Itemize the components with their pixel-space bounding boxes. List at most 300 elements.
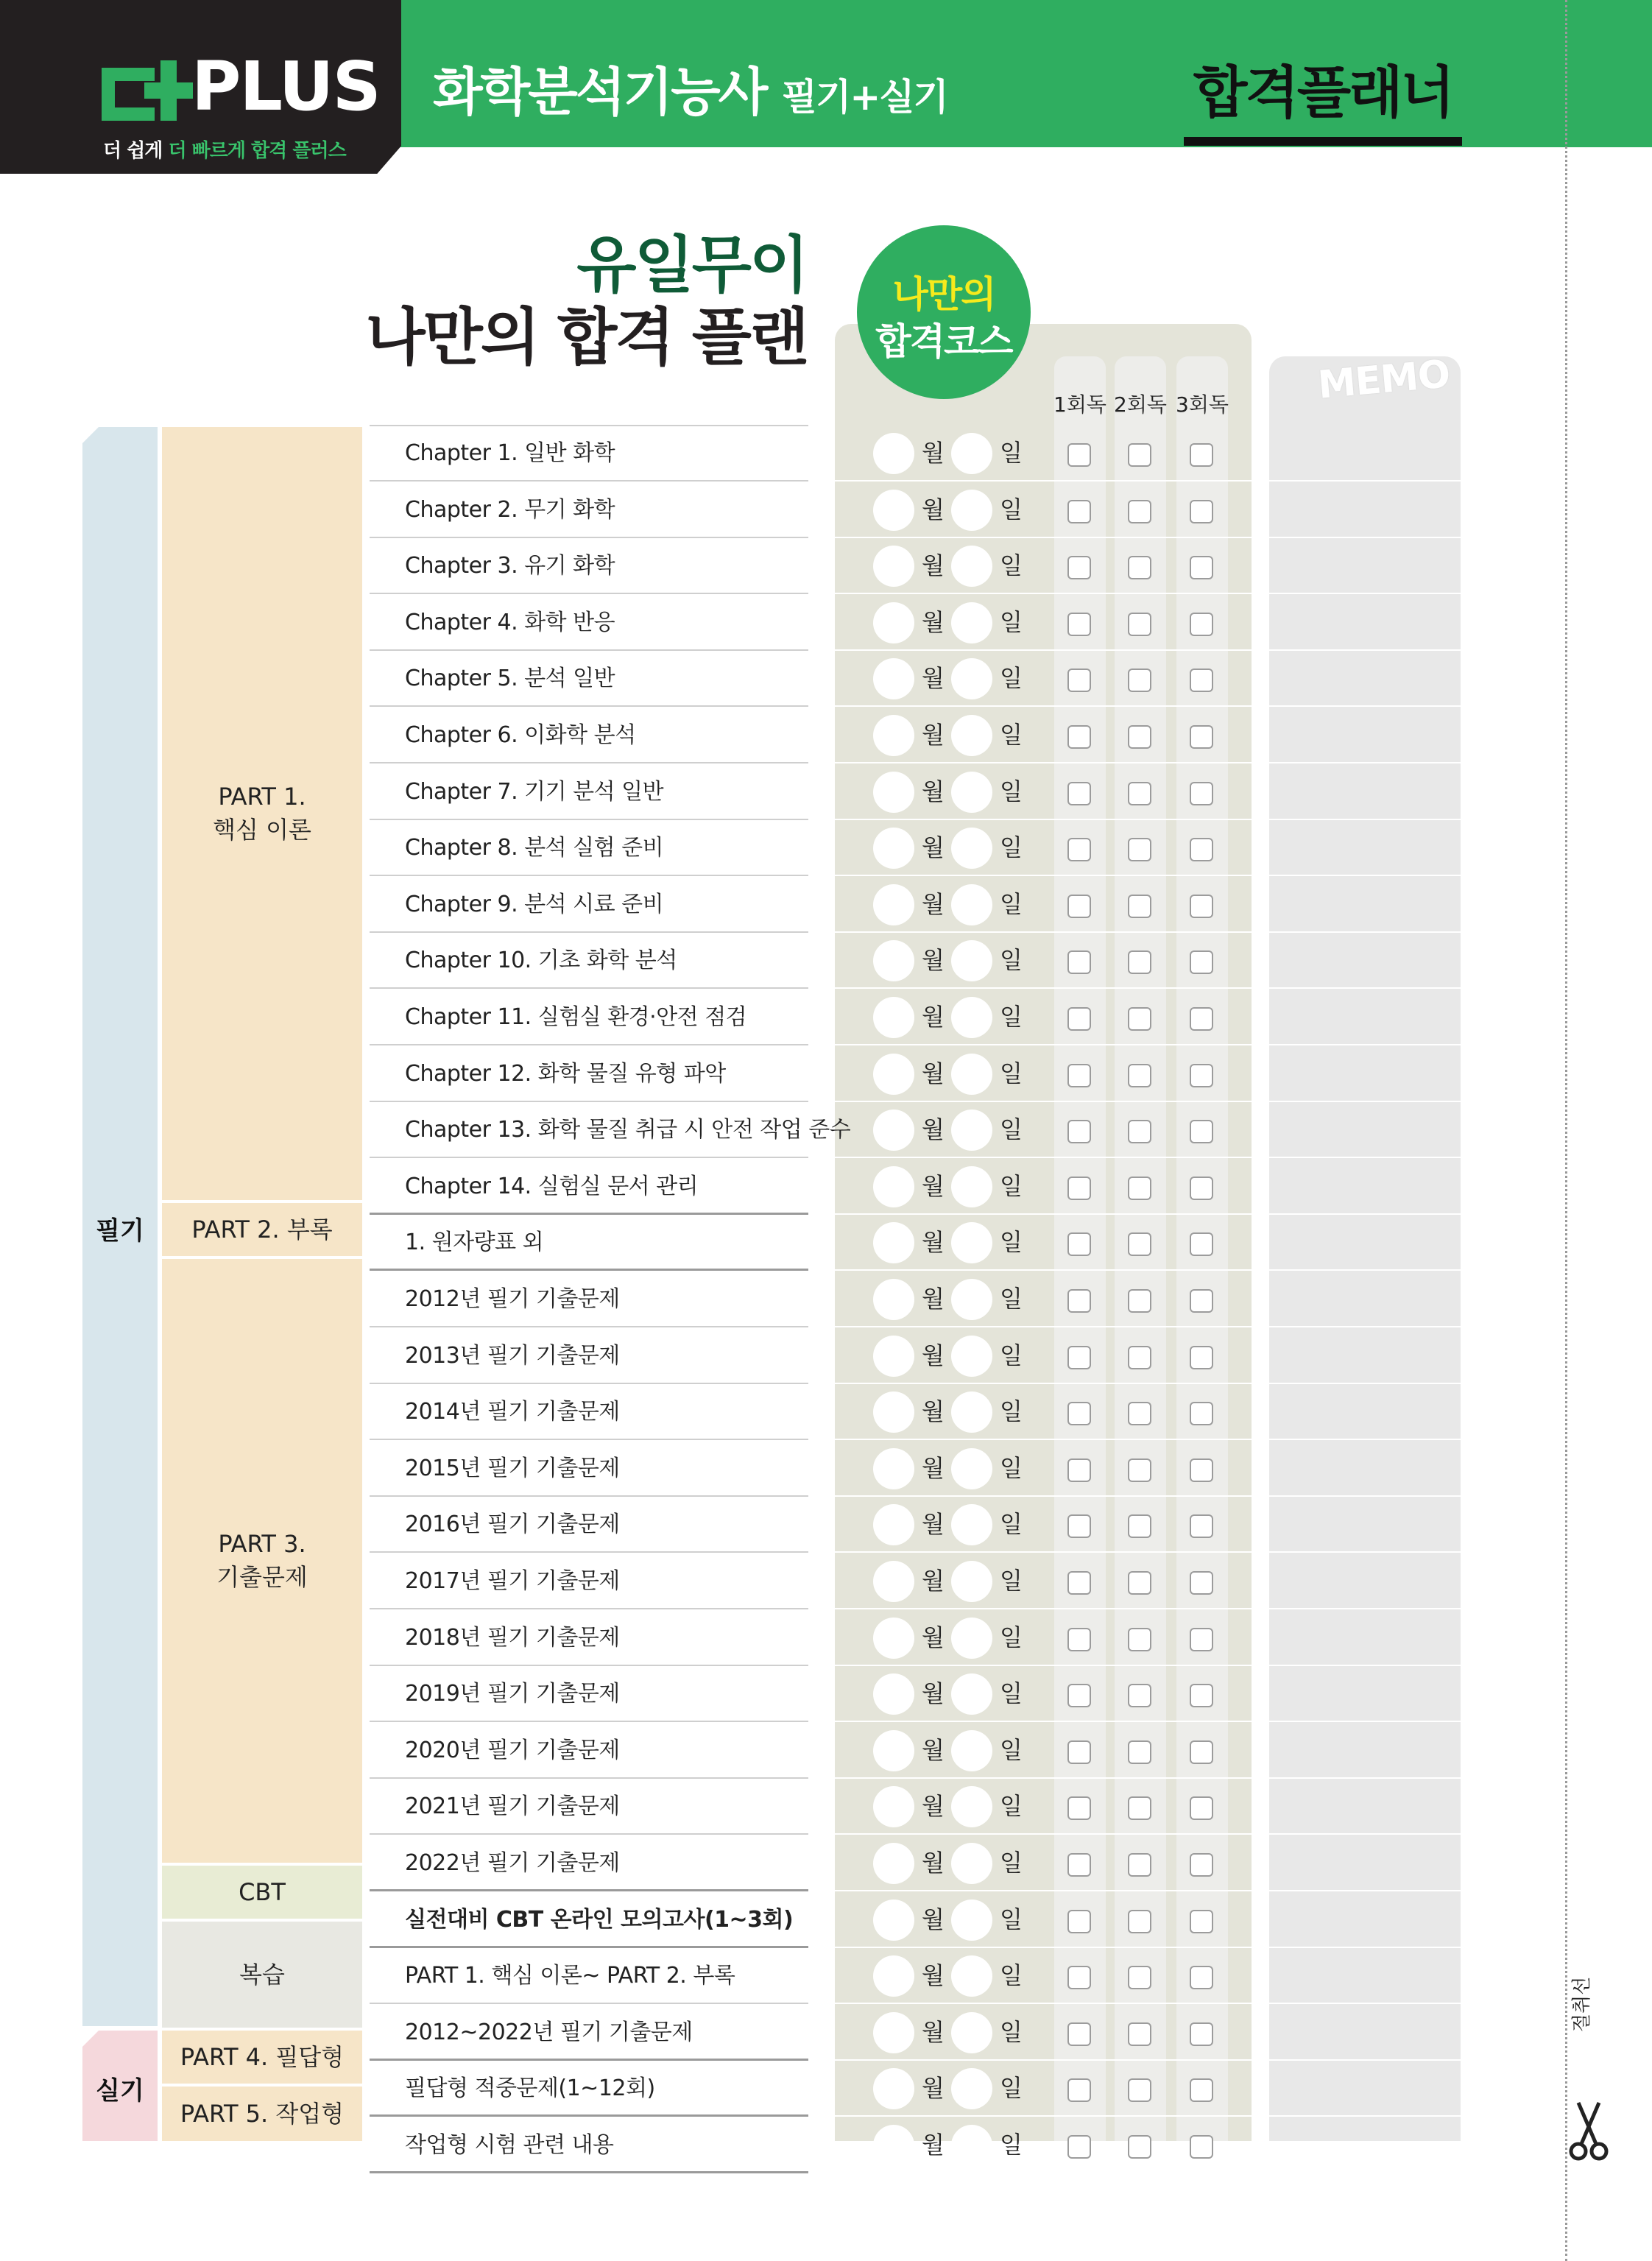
month-label: 월 bbox=[922, 1623, 945, 1651]
day-input[interactable] bbox=[951, 1504, 992, 1545]
round-3-checkbox[interactable] bbox=[1190, 1910, 1213, 1933]
chapter-label: 2019년 필기 기출문제 bbox=[405, 1681, 620, 1707]
month-input[interactable] bbox=[873, 1504, 914, 1545]
day-label: 일 bbox=[1000, 1453, 1023, 1482]
chapter-row bbox=[0, 426, 1652, 481]
memo-cell[interactable] bbox=[1269, 1102, 1461, 1157]
month-input[interactable] bbox=[873, 715, 914, 756]
round-3-checkbox[interactable] bbox=[1190, 1966, 1213, 1989]
chapter-label: 2021년 필기 기출문제 bbox=[405, 1793, 620, 1820]
month-label: 월 bbox=[922, 2017, 945, 2046]
day-input[interactable] bbox=[951, 997, 992, 1038]
round-3-checkbox[interactable] bbox=[1190, 895, 1213, 918]
month-input[interactable] bbox=[873, 1618, 914, 1659]
round-3-checkbox[interactable] bbox=[1190, 1571, 1213, 1595]
chapter-row bbox=[0, 1046, 1652, 1101]
month-input[interactable] bbox=[873, 1561, 914, 1602]
month-input[interactable] bbox=[873, 2125, 914, 2166]
round-1-checkbox[interactable] bbox=[1067, 1684, 1091, 1707]
part-cell-4: PART 4. 필답형 bbox=[162, 2031, 362, 2084]
chapter-label: Chapter 11. 실험실 환경·안전 점검 bbox=[405, 1004, 747, 1030]
round-2-checkbox[interactable] bbox=[1128, 782, 1151, 805]
memo-cell[interactable] bbox=[1269, 1497, 1461, 1551]
chapter-row bbox=[0, 877, 1652, 932]
day-input[interactable] bbox=[951, 1900, 992, 1941]
chapter-row bbox=[0, 651, 1652, 706]
round-2-checkbox[interactable] bbox=[1128, 838, 1151, 861]
round-2-checkbox[interactable] bbox=[1128, 1740, 1151, 1764]
round-1-checkbox[interactable] bbox=[1067, 1571, 1091, 1595]
month-input[interactable] bbox=[873, 1279, 914, 1320]
month-label: 월 bbox=[922, 1735, 945, 1764]
round-2-checkbox[interactable] bbox=[1128, 1177, 1151, 1200]
memo-cell[interactable] bbox=[1269, 1271, 1461, 1326]
planner-title: 합격플래너 bbox=[1184, 65, 1462, 146]
chapter-row bbox=[0, 1441, 1652, 1496]
day-input[interactable] bbox=[951, 1673, 992, 1715]
round-3-checkbox[interactable] bbox=[1190, 500, 1213, 523]
day-input[interactable] bbox=[951, 1110, 992, 1151]
day-label: 일 bbox=[1000, 777, 1023, 805]
month-input[interactable] bbox=[873, 1054, 914, 1095]
round-3-checkbox[interactable] bbox=[1190, 1120, 1213, 1143]
round-3-checkbox[interactable] bbox=[1190, 613, 1213, 636]
chapter-row bbox=[0, 820, 1652, 875]
round-1-checkbox[interactable] bbox=[1067, 838, 1091, 861]
month-input[interactable] bbox=[873, 1843, 914, 1884]
round-2-checkbox[interactable] bbox=[1128, 443, 1151, 467]
day-input[interactable] bbox=[951, 1054, 992, 1095]
month-input[interactable] bbox=[873, 2012, 914, 2053]
row-divider bbox=[835, 2172, 1252, 2173]
round-1-checkbox[interactable] bbox=[1067, 1910, 1091, 1933]
round-1-checkbox[interactable] bbox=[1067, 895, 1091, 918]
round-2-checkbox[interactable] bbox=[1128, 1007, 1151, 1031]
round-3-checkbox[interactable] bbox=[1190, 2022, 1213, 2046]
chapter-label: Chapter 13. 화학 물질 취급 시 안전 작업 준수 bbox=[405, 1117, 851, 1143]
round-1-checkbox[interactable] bbox=[1067, 1232, 1091, 1256]
memo-cell[interactable] bbox=[1269, 1948, 1461, 2003]
memo-cell[interactable] bbox=[1269, 1384, 1461, 1439]
round-3-checkbox[interactable] bbox=[1190, 1853, 1213, 1877]
day-label: 일 bbox=[1000, 1115, 1023, 1144]
day-input[interactable] bbox=[951, 1618, 992, 1659]
month-label: 월 bbox=[922, 1679, 945, 1708]
chapter-row bbox=[0, 1553, 1652, 1609]
round-1-checkbox[interactable] bbox=[1067, 2022, 1091, 2046]
day-label: 일 bbox=[1000, 1735, 1023, 1764]
month-label: 월 bbox=[922, 1171, 945, 1200]
memo-cell[interactable] bbox=[1269, 1723, 1461, 1777]
memo-cell[interactable] bbox=[1269, 2005, 1461, 2059]
month-input[interactable] bbox=[873, 1448, 914, 1489]
round-3-checkbox[interactable] bbox=[1190, 669, 1213, 692]
category-label-silgi: 실기 bbox=[96, 2076, 144, 2106]
round-1-checkbox[interactable] bbox=[1067, 1458, 1091, 1482]
round-2-checkbox[interactable] bbox=[1128, 613, 1151, 636]
round-3-checkbox[interactable] bbox=[1190, 1064, 1213, 1087]
month-input[interactable] bbox=[873, 1166, 914, 1207]
round-3-checkbox[interactable] bbox=[1190, 1796, 1213, 1820]
round-1-checkbox[interactable] bbox=[1067, 1064, 1091, 1087]
chapter-row bbox=[0, 1102, 1652, 1157]
chapter-label: 필답형 적중문제(1~12회) bbox=[405, 2075, 655, 2102]
day-input[interactable] bbox=[951, 2012, 992, 2053]
row-divider bbox=[1269, 2172, 1461, 2173]
chapter-label: Chapter 4. 화학 반응 bbox=[405, 609, 615, 635]
day-input[interactable] bbox=[951, 490, 992, 531]
chapter-label: Chapter 12. 화학 물질 유형 파악 bbox=[405, 1060, 726, 1087]
memo-cell[interactable] bbox=[1269, 651, 1461, 705]
round-1-checkbox[interactable] bbox=[1067, 1177, 1091, 1200]
round-3-checkbox[interactable] bbox=[1190, 1177, 1213, 1200]
day-label: 일 bbox=[1000, 1961, 1023, 1990]
round-1-checkbox[interactable] bbox=[1067, 2078, 1091, 2102]
chapter-row bbox=[0, 1779, 1652, 1834]
month-label: 월 bbox=[922, 2131, 945, 2159]
memo-cell[interactable] bbox=[1269, 1553, 1461, 1608]
chapter-row bbox=[0, 2061, 1652, 2116]
memo-cell[interactable] bbox=[1269, 595, 1461, 649]
day-label: 일 bbox=[1000, 1341, 1023, 1369]
day-input[interactable] bbox=[951, 715, 992, 756]
chapter-row bbox=[0, 1215, 1652, 1270]
day-label: 일 bbox=[1000, 721, 1023, 749]
day-input[interactable] bbox=[951, 658, 992, 699]
month-label: 월 bbox=[922, 1510, 945, 1539]
memo-cell[interactable] bbox=[1269, 1328, 1461, 1383]
round-1-checkbox[interactable] bbox=[1067, 1007, 1091, 1031]
book-title bbox=[433, 62, 947, 122]
day-label: 일 bbox=[1000, 1623, 1023, 1651]
round-2-checkbox[interactable] bbox=[1128, 1853, 1151, 1877]
month-input[interactable] bbox=[873, 884, 914, 925]
memo-cell[interactable] bbox=[1269, 933, 1461, 987]
memo-cell[interactable] bbox=[1269, 877, 1461, 931]
day-input[interactable] bbox=[951, 772, 992, 813]
part-cell-1: PART 1. 핵심 이론 bbox=[162, 427, 362, 1200]
month-label: 월 bbox=[922, 777, 945, 805]
round-2-checkbox[interactable] bbox=[1128, 895, 1151, 918]
logo-text: PLUS bbox=[191, 47, 380, 126]
day-input[interactable] bbox=[951, 1843, 992, 1884]
round-3-checkbox[interactable] bbox=[1190, 2135, 1213, 2159]
chapter-row bbox=[0, 1497, 1652, 1552]
round-2-checkbox[interactable] bbox=[1128, 2135, 1151, 2159]
round-2-checkbox[interactable] bbox=[1128, 556, 1151, 579]
scissors-icon bbox=[1567, 2098, 1611, 2165]
memo-cell[interactable] bbox=[1269, 1892, 1461, 1947]
logo-tagline-3: 합격 플러스 bbox=[251, 140, 346, 162]
round-2-checkbox[interactable] bbox=[1128, 1966, 1151, 1989]
memo-cell[interactable] bbox=[1269, 538, 1461, 593]
part-cell-cbt: CBT bbox=[162, 1866, 362, 1919]
day-label: 일 bbox=[1000, 439, 1023, 467]
logo-plus-icon-h bbox=[144, 82, 193, 99]
month-label: 월 bbox=[922, 1849, 945, 1877]
memo-cell[interactable] bbox=[1269, 1835, 1461, 1890]
memo-cell[interactable] bbox=[1269, 820, 1461, 875]
round-2-checkbox[interactable] bbox=[1128, 1910, 1151, 1933]
day-input[interactable] bbox=[951, 1561, 992, 1602]
part-cell-5: PART 5. 작업형 bbox=[162, 2087, 362, 2141]
round-3-checkbox[interactable] bbox=[1190, 1402, 1213, 1425]
chapter-label: 2013년 필기 기출문제 bbox=[405, 1342, 620, 1369]
memo-cell[interactable] bbox=[1269, 1779, 1461, 1833]
round-2-checkbox[interactable] bbox=[1128, 1064, 1151, 1087]
badge-line-1: 나만의 bbox=[892, 273, 995, 316]
round-1-checkbox[interactable] bbox=[1067, 2135, 1091, 2159]
round-2-checkbox[interactable] bbox=[1128, 1289, 1151, 1313]
month-label: 월 bbox=[922, 1059, 945, 1087]
chapter-row bbox=[0, 595, 1652, 650]
month-input[interactable] bbox=[873, 828, 914, 869]
day-input[interactable] bbox=[951, 433, 992, 474]
month-input[interactable] bbox=[873, 1391, 914, 1433]
round-1-checkbox[interactable] bbox=[1067, 1514, 1091, 1538]
chapter-label: 실전대비 CBT 온라인 모의고사(1~3회) bbox=[405, 1906, 794, 1933]
day-input[interactable] bbox=[951, 546, 992, 587]
month-input[interactable] bbox=[873, 1222, 914, 1263]
round-3-checkbox[interactable] bbox=[1190, 1628, 1213, 1651]
month-input[interactable] bbox=[873, 602, 914, 643]
round-2-checkbox[interactable] bbox=[1128, 1402, 1151, 1425]
month-input[interactable] bbox=[873, 1730, 914, 1771]
month-input[interactable] bbox=[873, 490, 914, 531]
month-label: 월 bbox=[922, 833, 945, 862]
day-input[interactable] bbox=[951, 1222, 992, 1263]
round-2-checkbox[interactable] bbox=[1128, 1120, 1151, 1143]
part-cell-review: 복습 bbox=[162, 1922, 362, 2028]
round-1-checkbox[interactable] bbox=[1067, 669, 1091, 692]
round-3-checkbox[interactable] bbox=[1190, 838, 1213, 861]
round-1-checkbox[interactable] bbox=[1067, 500, 1091, 523]
round-2-checkbox[interactable] bbox=[1128, 500, 1151, 523]
my-course-badge bbox=[857, 225, 1031, 399]
day-label: 일 bbox=[1000, 1228, 1023, 1257]
month-input[interactable] bbox=[873, 546, 914, 587]
month-input[interactable] bbox=[873, 658, 914, 699]
round-1-checkbox[interactable] bbox=[1067, 613, 1091, 636]
round-1-checkbox[interactable] bbox=[1067, 1740, 1091, 1764]
round-1-checkbox[interactable] bbox=[1067, 1289, 1091, 1313]
day-label: 일 bbox=[1000, 1510, 1023, 1539]
chapter-label: Chapter 14. 실험실 문서 관리 bbox=[405, 1173, 699, 1199]
day-input[interactable] bbox=[951, 940, 992, 981]
chapter-label: Chapter 10. 기초 화학 분석 bbox=[405, 948, 677, 974]
day-label: 일 bbox=[1000, 1679, 1023, 1708]
day-input[interactable] bbox=[951, 1166, 992, 1207]
month-input[interactable] bbox=[873, 1955, 914, 1997]
memo-label: MEMO bbox=[1316, 352, 1452, 408]
round-3-checkbox[interactable] bbox=[1190, 443, 1213, 467]
month-input[interactable] bbox=[873, 940, 914, 981]
logo-tagline-2: 더 빠르게 bbox=[168, 140, 245, 162]
day-label: 일 bbox=[1000, 1905, 1023, 1933]
chapter-label: Chapter 3. 유기 화학 bbox=[405, 553, 615, 579]
round-2-checkbox[interactable] bbox=[1128, 669, 1151, 692]
cut-line-label: 절취선 bbox=[1571, 1976, 1593, 2032]
round-3-checkbox[interactable] bbox=[1190, 1684, 1213, 1707]
month-label: 월 bbox=[922, 551, 945, 580]
chapter-label: 2016년 필기 기출문제 bbox=[405, 1512, 620, 1538]
day-input[interactable] bbox=[951, 1786, 992, 1827]
round-1-label: 1회독 bbox=[1053, 392, 1106, 417]
day-label: 일 bbox=[1000, 607, 1023, 636]
chapter-label: Chapter 7. 기기 분석 일반 bbox=[405, 778, 664, 805]
chapter-label: Chapter 8. 분석 실험 준비 bbox=[405, 835, 664, 861]
day-label: 일 bbox=[1000, 833, 1023, 862]
month-input[interactable] bbox=[873, 1900, 914, 1941]
round-3-checkbox[interactable] bbox=[1190, 1740, 1213, 1764]
day-input[interactable] bbox=[951, 1391, 992, 1433]
day-input[interactable] bbox=[951, 602, 992, 643]
day-input[interactable] bbox=[951, 1448, 992, 1489]
badge-line-2: 합격코스 bbox=[875, 320, 1012, 363]
chapter-label: PART 1. 핵심 이론~ PART 2. 부록 bbox=[405, 1963, 735, 1989]
month-input[interactable] bbox=[873, 2068, 914, 2109]
month-label: 월 bbox=[922, 439, 945, 467]
chapter-row bbox=[0, 1610, 1652, 1665]
chapter-row bbox=[0, 1328, 1652, 1383]
chapter-label: 작업형 시험 관련 내용 bbox=[405, 2132, 614, 2158]
category-label-pilgi: 필기 bbox=[96, 1216, 144, 1246]
round-1-checkbox[interactable] bbox=[1067, 950, 1091, 974]
memo-cell[interactable] bbox=[1269, 764, 1461, 819]
month-input[interactable] bbox=[873, 772, 914, 813]
day-label: 일 bbox=[1000, 495, 1023, 523]
month-label: 월 bbox=[922, 2074, 945, 2103]
chapter-label: 1. 원자량표 외 bbox=[405, 1230, 544, 1256]
round-3-checkbox[interactable] bbox=[1190, 1514, 1213, 1538]
round-1-checkbox[interactable] bbox=[1067, 556, 1091, 579]
chapter-row bbox=[0, 1892, 1652, 1947]
month-input[interactable] bbox=[873, 1110, 914, 1151]
chapter-label: 2015년 필기 기출문제 bbox=[405, 1455, 620, 1481]
chapter-label: Chapter 1. 일반 화학 bbox=[405, 440, 615, 466]
round-1-checkbox[interactable] bbox=[1067, 725, 1091, 749]
round-2-checkbox[interactable] bbox=[1128, 1346, 1151, 1369]
day-input[interactable] bbox=[951, 1279, 992, 1320]
chapter-row bbox=[0, 1666, 1652, 1721]
round-3-checkbox[interactable] bbox=[1190, 950, 1213, 974]
chapter-row bbox=[0, 708, 1652, 763]
memo-cell[interactable] bbox=[1269, 1441, 1461, 1495]
round-2-checkbox[interactable] bbox=[1128, 725, 1151, 749]
round-3-checkbox[interactable] bbox=[1190, 1232, 1213, 1256]
chapter-label: Chapter 5. 분석 일반 bbox=[405, 666, 615, 692]
round-1-checkbox[interactable] bbox=[1067, 1853, 1091, 1877]
round-1-checkbox[interactable] bbox=[1067, 782, 1091, 805]
month-label: 월 bbox=[922, 664, 945, 693]
memo-cell[interactable] bbox=[1269, 482, 1461, 537]
month-label: 월 bbox=[922, 721, 945, 749]
memo-cell[interactable] bbox=[1269, 1159, 1461, 1213]
chapter-row bbox=[0, 1271, 1652, 1327]
month-input[interactable] bbox=[873, 1786, 914, 1827]
memo-cell[interactable] bbox=[1269, 708, 1461, 762]
day-label: 일 bbox=[1000, 1397, 1023, 1426]
round-2-checkbox[interactable] bbox=[1128, 2022, 1151, 2046]
round-2-checkbox[interactable] bbox=[1128, 1514, 1151, 1538]
month-input[interactable] bbox=[873, 1336, 914, 1377]
round-2-checkbox[interactable] bbox=[1128, 950, 1151, 974]
month-label: 월 bbox=[922, 1453, 945, 1482]
memo-cell[interactable] bbox=[1269, 1215, 1461, 1269]
round-3-checkbox[interactable] bbox=[1190, 1458, 1213, 1482]
chapter-label: 2020년 필기 기출문제 bbox=[405, 1737, 620, 1763]
day-input[interactable] bbox=[951, 1730, 992, 1771]
month-label: 월 bbox=[922, 946, 945, 975]
memo-cell[interactable] bbox=[1269, 2117, 1461, 2172]
round-3-checkbox[interactable] bbox=[1190, 725, 1213, 749]
day-label: 일 bbox=[1000, 1792, 1023, 1821]
chapter-label: Chapter 6. 이화학 분석 bbox=[405, 722, 636, 748]
month-label: 월 bbox=[922, 1285, 945, 1313]
memo-cell[interactable] bbox=[1269, 1610, 1461, 1665]
day-input[interactable] bbox=[951, 828, 992, 869]
round-3-checkbox[interactable] bbox=[1190, 1346, 1213, 1369]
round-1-checkbox[interactable] bbox=[1067, 443, 1091, 467]
round-1-checkbox[interactable] bbox=[1067, 1402, 1091, 1425]
round-2-checkbox[interactable] bbox=[1128, 1232, 1151, 1256]
part-cell-2: PART 2. 부록 bbox=[162, 1203, 362, 1256]
round-1-checkbox[interactable] bbox=[1067, 1120, 1091, 1143]
round-2-checkbox[interactable] bbox=[1128, 2078, 1151, 2102]
round-3-checkbox[interactable] bbox=[1190, 782, 1213, 805]
book-title-sub: 필기+실기 bbox=[781, 76, 947, 119]
round-2-checkbox[interactable] bbox=[1128, 1628, 1151, 1651]
chapter-label: 2017년 필기 기출문제 bbox=[405, 1568, 620, 1594]
day-label: 일 bbox=[1000, 1849, 1023, 1877]
round-1-checkbox[interactable] bbox=[1067, 1628, 1091, 1651]
memo-cell[interactable] bbox=[1269, 1046, 1461, 1101]
round-3-checkbox[interactable] bbox=[1190, 556, 1213, 579]
round-1-checkbox[interactable] bbox=[1067, 1346, 1091, 1369]
month-input[interactable] bbox=[873, 1673, 914, 1715]
memo-cell[interactable] bbox=[1269, 990, 1461, 1044]
round-3-checkbox[interactable] bbox=[1190, 2078, 1213, 2102]
part-cell-3: PART 3. 기출문제 bbox=[162, 1259, 362, 1863]
day-input[interactable] bbox=[951, 2125, 992, 2166]
chapter-row bbox=[0, 1723, 1652, 1778]
day-label: 일 bbox=[1000, 664, 1023, 693]
memo-cell[interactable] bbox=[1269, 2061, 1461, 2115]
round-2-checkbox[interactable] bbox=[1128, 1458, 1151, 1482]
day-label: 일 bbox=[1000, 889, 1023, 918]
round-2-checkbox[interactable] bbox=[1128, 1571, 1151, 1595]
round-2-checkbox[interactable] bbox=[1128, 1796, 1151, 1820]
day-input[interactable] bbox=[951, 1336, 992, 1377]
chapter-row bbox=[0, 2117, 1652, 2173]
month-input[interactable] bbox=[873, 997, 914, 1038]
round-1-checkbox[interactable] bbox=[1067, 1966, 1091, 1989]
round-3-checkbox[interactable] bbox=[1190, 1007, 1213, 1031]
chapter-label: 2018년 필기 기출문제 bbox=[405, 1624, 620, 1651]
day-label: 일 bbox=[1000, 1003, 1023, 1031]
day-input[interactable] bbox=[951, 884, 992, 925]
memo-cell[interactable] bbox=[1269, 426, 1461, 480]
memo-cell[interactable] bbox=[1269, 1666, 1461, 1721]
day-input[interactable] bbox=[951, 1955, 992, 1997]
round-3-checkbox[interactable] bbox=[1190, 1289, 1213, 1313]
day-label: 일 bbox=[1000, 551, 1023, 580]
day-input[interactable] bbox=[951, 2068, 992, 2109]
round-2-checkbox[interactable] bbox=[1128, 1684, 1151, 1707]
month-label: 월 bbox=[922, 495, 945, 523]
round-1-checkbox[interactable] bbox=[1067, 1796, 1091, 1820]
month-input[interactable] bbox=[873, 433, 914, 474]
